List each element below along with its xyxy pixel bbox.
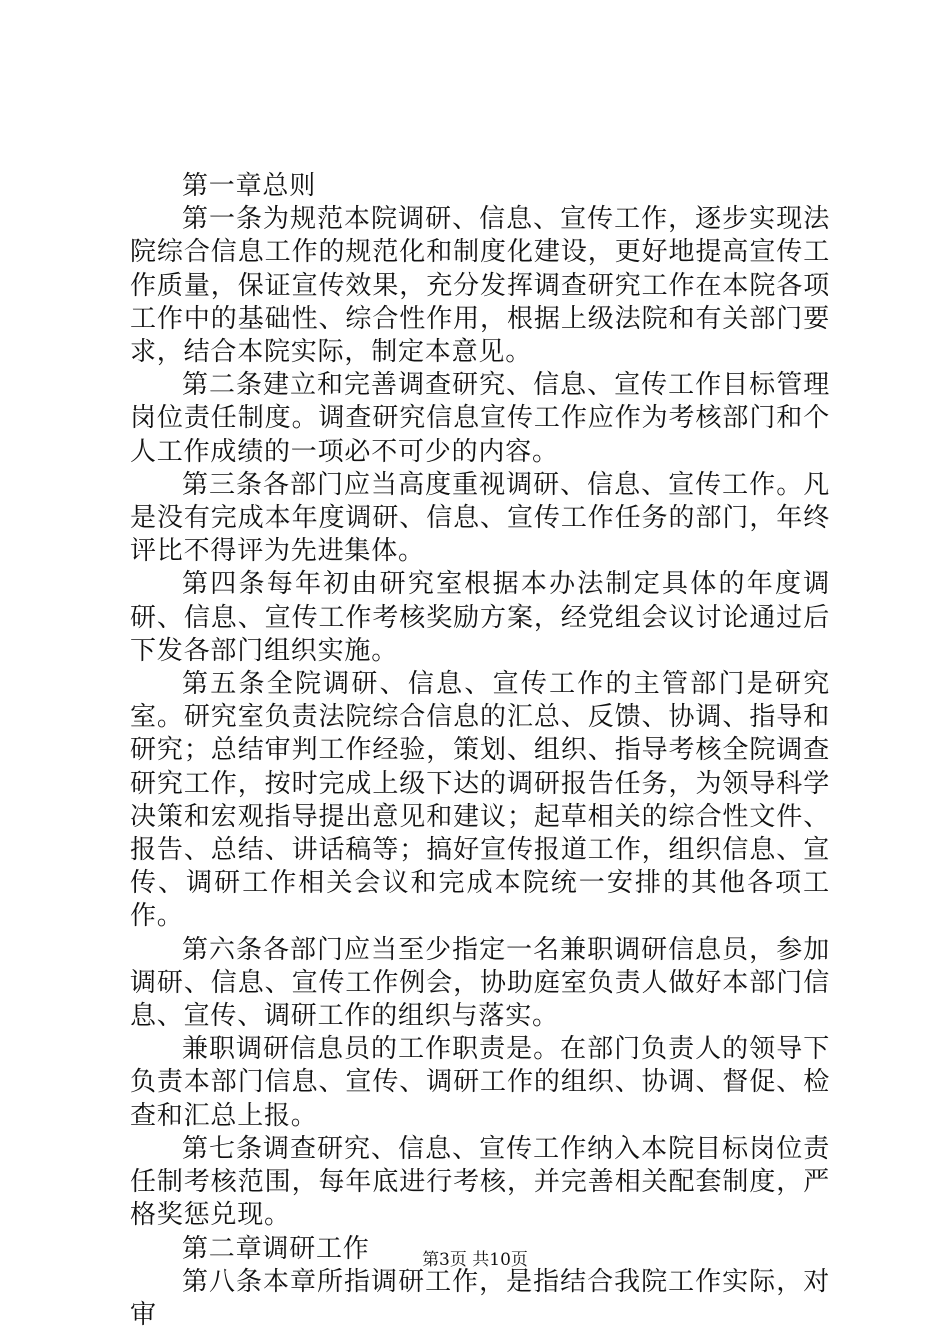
article-paragraph: 第一条为规范本院调研、信息、宣传工作，逐步实现法院综合信息工作的规范化和制度化建设，更好地提高宣传工作质量，保证宣传效果，充分发挥调查研究工作在本院各项工作中的基础性、综合性作用，根据上级法院和有关部门要求，结合本院实际，制定本意见。 — [130, 204, 830, 368]
article-paragraph: 第三条各部门应当高度重视调研、信息、宣传工作。凡是没有完成本年度调研、信息、宣传工作任务的部门，年终评比不得评为先进集体。 — [130, 469, 830, 567]
article-paragraph: 第八条本章所指调研工作，是指结合我院工作实际，对审 — [130, 1266, 830, 1330]
article-paragraph: 第二条建立和完善调查研究、信息、宣传工作目标管理岗位责任制度。调查研究信息宣传工作应作为考核部门和个人工作成绩的一项必不可少的内容。 — [130, 370, 830, 467]
article-paragraph: 第四条每年初由研究室根据本办法制定具体的年度调研、信息、宣传工作考核奖励方案，经党组会议讨论通过后下发各部门组织实施。 — [130, 569, 830, 666]
article-paragraph: 第五条全院调研、信息、宣传工作的主管部门是研究室。研究室负责法院综合信息的汇总、反馈、协调、指导和研究；总结审判工作经验，策划、组织、指导考核全院调查研究工作，按时完成上级下达的调研报告任务，为领导科学决策和宏观指导提出意见和建议；起草相关的综合性文件、报告、总结、讲话稿等；搞好宣传报道工作，组织信息、宣传、调研工作相关会议和完成本院统一安排的其他各项工作。 — [130, 669, 830, 932]
document-body — [130, 170, 830, 1332]
chapter-heading: 第一章总则 — [182, 171, 317, 201]
chapter-heading: 第二章调研工作 — [182, 1233, 370, 1264]
article-paragraph: 兼职调研信息员的工作职责是。在部门负责人的领导下负责本部门信息、宣传、调研工作的组织、协调、督促、检查和汇总上报。 — [130, 1034, 830, 1131]
article-paragraph: 第七条调查研究、信息、宣传工作纳入本院目标岗位责任制考核范围，每年底进行考核，并完善相关配套制度，严格奖惩兑现。 — [130, 1133, 830, 1231]
article-paragraph: 第六条各部门应当至少指定一名兼职调研信息员，参加调研、信息、宣传工作例会，协助庭室负责人做好本部门信息、宣传、调研工作的组织与落实。 — [130, 934, 830, 1032]
page-number-footer: 第3页 共10页 — [422, 1250, 528, 1270]
